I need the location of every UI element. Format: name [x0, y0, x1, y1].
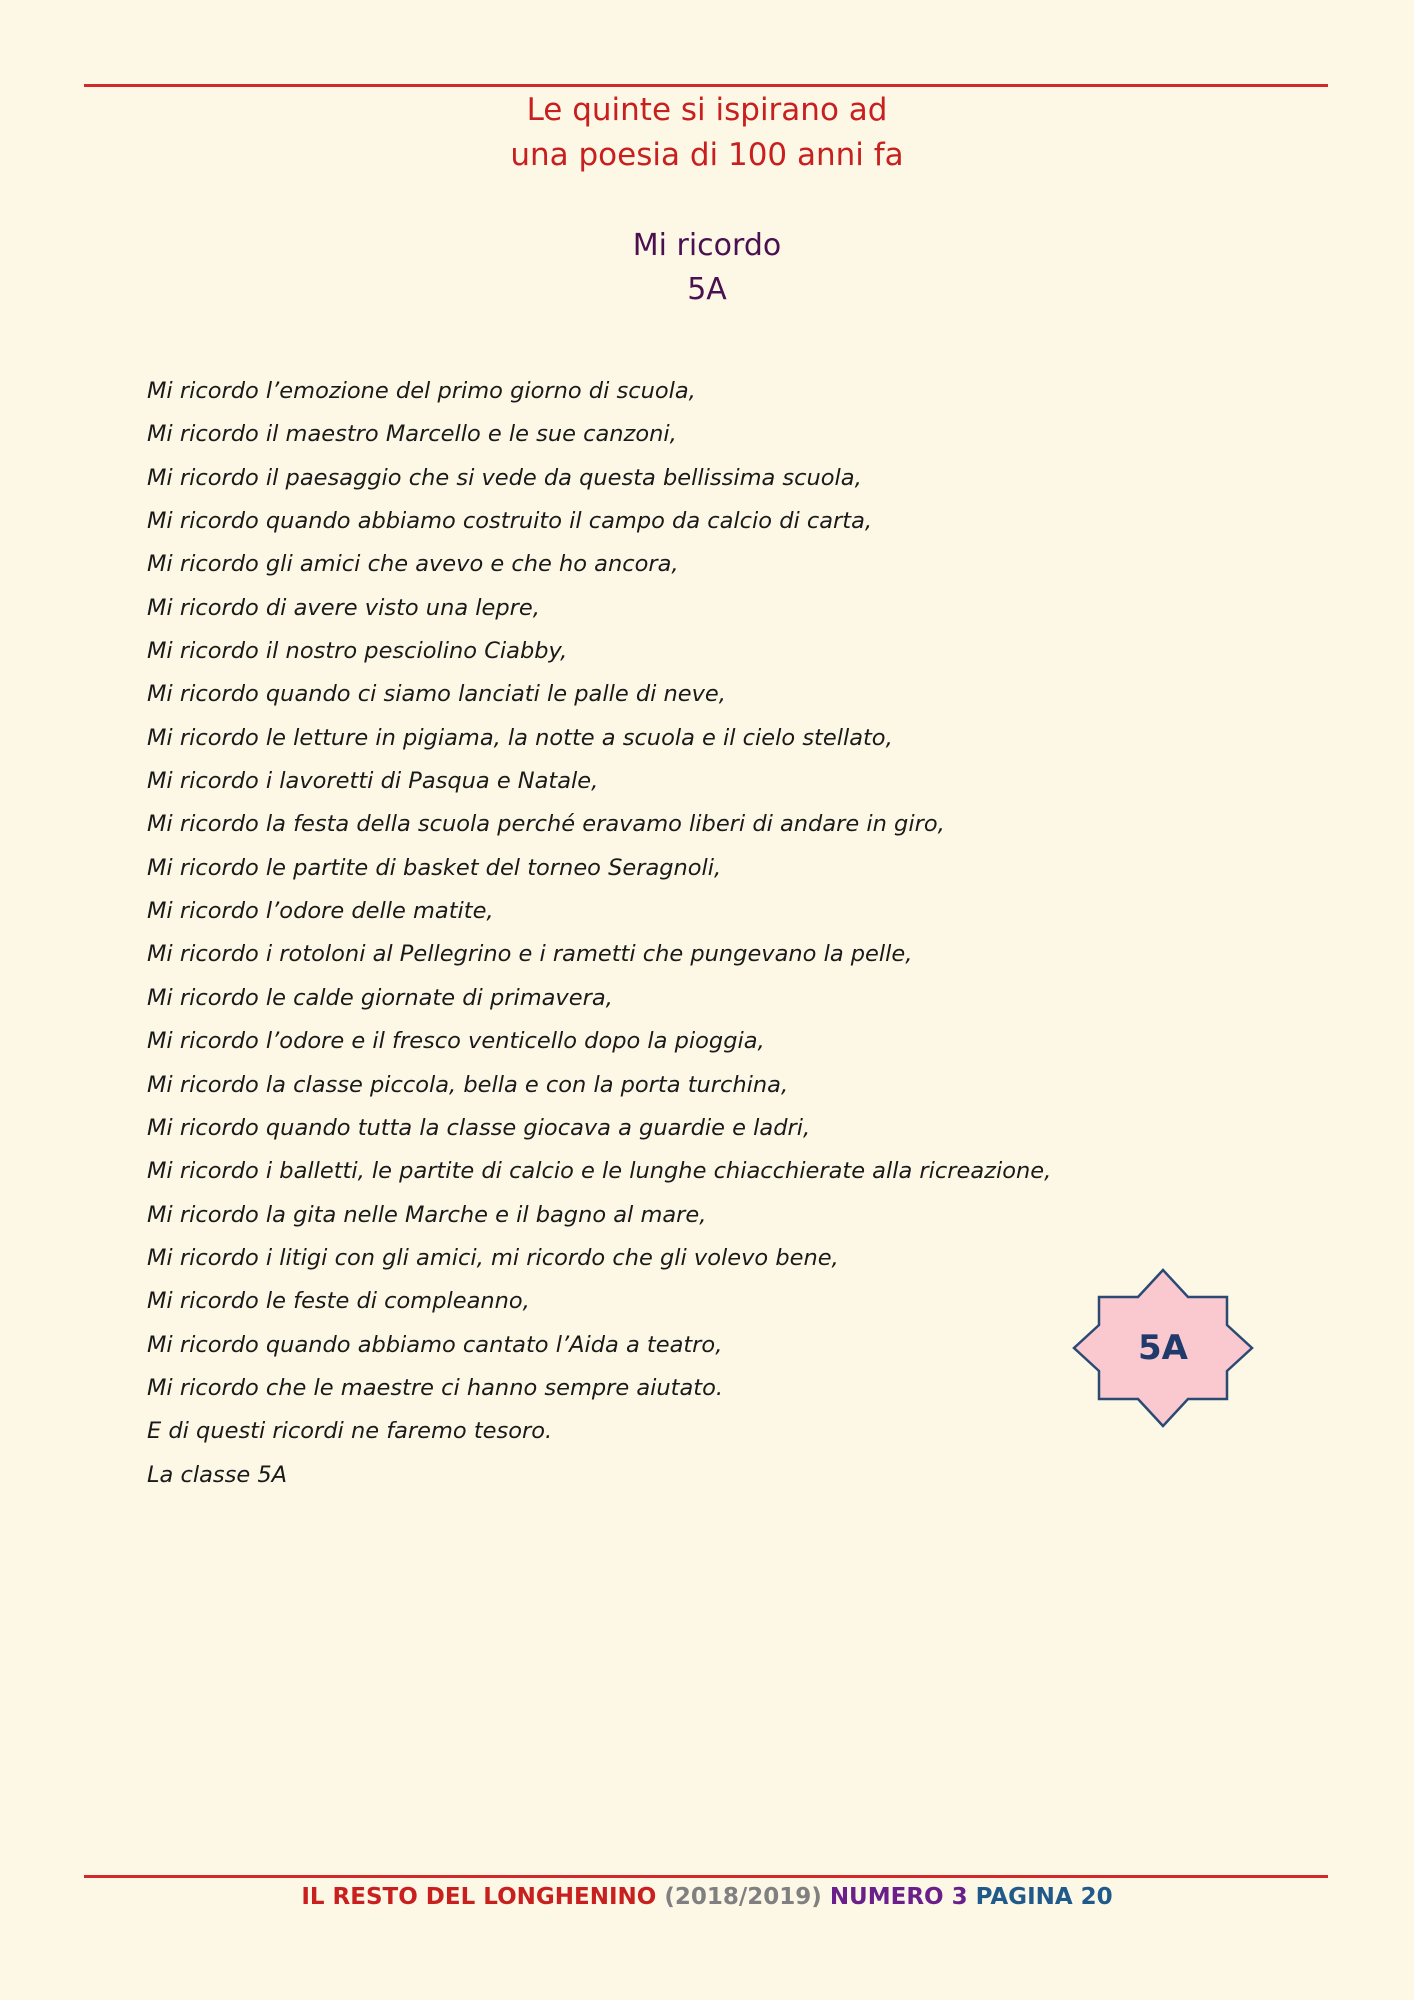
poem-line: Mi ricordo le calde giornate di primavera, — [147, 984, 613, 1011]
footer-year: (2018/2019) — [664, 1884, 822, 1910]
poem-body — [147, 370, 1147, 1497]
poem-line: Mi ricordo la festa della scuola perché eravamo liberi di andare in giro, — [147, 811, 945, 838]
poem-line: Mi ricordo i litigi con gli amici, mi ricordo che gli volevo bene, — [147, 1244, 839, 1271]
poem-signature: La classe 5A — [147, 1461, 288, 1488]
poem-line: Mi ricordo l’emozione del primo giorno di scuola, — [147, 378, 696, 404]
poem-line: Mi ricordo le letture in pigiama, la notte a scuola e il cielo stellato, — [147, 724, 893, 751]
poem-heading — [0, 224, 1414, 312]
poem-line: Mi ricordo l’odore delle matite, — [147, 898, 494, 925]
poem-line: Mi ricordo il paesaggio che si vede da questa bellissima scuola, — [147, 464, 862, 491]
poem-line: Mi ricordo l’odore e il fresco venticello dopo la pioggia, — [147, 1028, 765, 1055]
poem-line: Mi ricordo gli amici che avevo e che ho ancora, — [147, 551, 679, 578]
title-line-2: una poesia di 100 anni fa — [510, 137, 904, 173]
poem-line: Mi ricordo di avere visto una lepre, — [147, 594, 540, 621]
poem-line: Mi ricordo le feste di compleanno, — [147, 1288, 530, 1315]
poem-line: Mi ricordo che le maestre ci hanno sempre aiutato. — [147, 1374, 724, 1401]
footer-page-number: PAGINA 20 — [975, 1884, 1113, 1910]
poem-line: E di questi ricordi ne faremo tesoro. — [147, 1418, 553, 1445]
poem-line: Mi ricordo quando tutta la classe giocava a guardie e ladri, — [147, 1114, 811, 1141]
class-badge — [1072, 1268, 1254, 1428]
top-rule — [84, 84, 1328, 87]
poem-title: Mi ricordo — [632, 228, 782, 263]
poem-line: Mi ricordo quando abbiamo cantato l’Aida a teatro, — [147, 1331, 723, 1358]
badge-label: 5A — [1138, 1328, 1188, 1368]
poem-line: Mi ricordo quando abbiamo costruito il campo da calcio di carta, — [147, 508, 873, 535]
poem-line: Mi ricordo il nostro pesciolino Ciabby, — [147, 638, 568, 665]
bottom-rule — [84, 1875, 1328, 1878]
poem-class: 5A — [687, 272, 727, 307]
page-title — [0, 88, 1414, 178]
page-footer — [0, 1880, 1414, 1914]
poem-line: Mi ricordo i lavoretti di Pasqua e Natale, — [147, 768, 599, 795]
poem-line: Mi ricordo i rotoloni al Pellegrino e i rametti che pungevano la pelle, — [147, 941, 913, 968]
poem-line: Mi ricordo le partite di basket del torneo Seragnoli, — [147, 854, 722, 881]
poem-line: Mi ricordo quando ci siamo lanciati le palle di neve, — [147, 681, 726, 708]
poem-line: Mi ricordo la gita nelle Marche e il bagno al mare, — [147, 1201, 707, 1228]
title-line-1: Le quinte si ispirano ad — [526, 92, 888, 128]
poem-line: Mi ricordo il maestro Marcello e le sue canzoni, — [147, 421, 677, 448]
footer-issue-number: NUMERO 3 — [829, 1884, 968, 1910]
poem-line: Mi ricordo la classe piccola, bella e con la porta turchina, — [147, 1071, 789, 1098]
footer-publication-name: IL RESTO DEL LONGHENINO — [301, 1884, 657, 1910]
poem-line: Mi ricordo i balletti, le partite di calcio e le lunghe chiacchierate alla ricreazione, — [147, 1158, 1052, 1185]
